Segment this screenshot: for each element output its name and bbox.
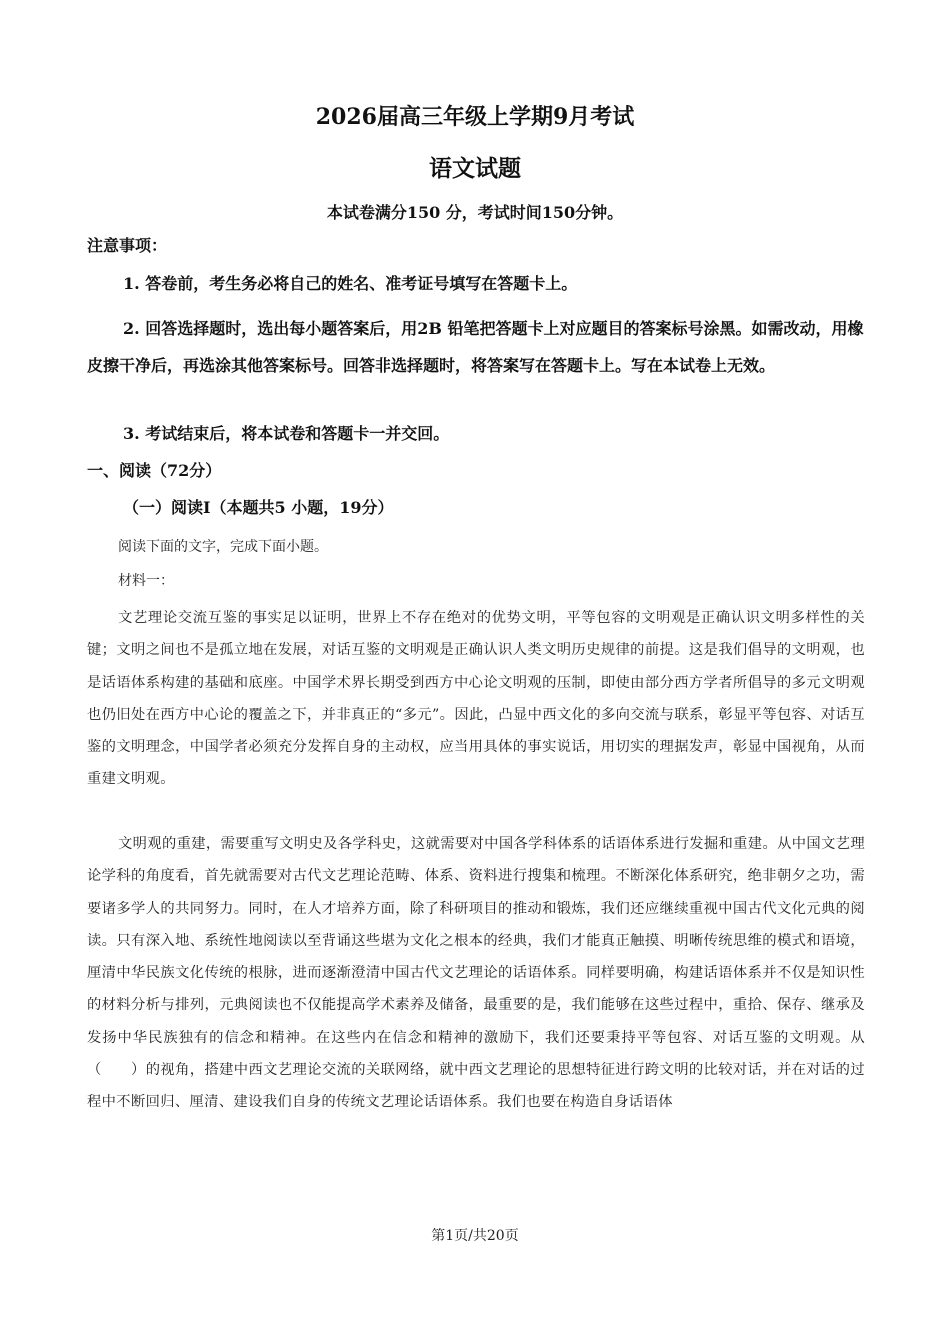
notice-item-3: 3. 考试结束后，将本试卷和答题卡一并交回。 bbox=[123, 424, 450, 443]
passage-paragraph: 文艺理论交流互鉴的事实足以证明，世界上不存在绝对的优势文明，平等包容的文明观是正确认识文明多样性的关键；文明之间也不是孤立地在发展，对话互鉴的文明观是正确认识人类文明历史规律的前提。这是我们倡导的文明观，也是话语体系构建的基础和底座。中国学术界长期受到西方中心论文明观的压制，即使由部分西方学者所倡导的多元文明观也仍旧处在西方中心论的覆盖之下，并非真正的“多元”。因此，凸显中西文化的多向交流与联系，彰显平等包容、对话互鉴的文明理念，中国学者必须充分发挥自身的主动权，应当用具体的事实说话，用切实的理据发声，彰显中国视角，从而重建文明观。 bbox=[87, 610, 865, 788]
page-number: 第1页/共20页 bbox=[431, 1228, 519, 1244]
subsection-heading: （一）阅读Ⅰ（本题共5 小题，19分） bbox=[123, 498, 394, 517]
exam-title: 2026届高三年级上学期9月考试 bbox=[315, 104, 635, 130]
score-time-line: 本试卷满分150 分，考试时间150分钟。 bbox=[326, 203, 624, 222]
notice-item-1: 1. 答卷前，考生务必将自己的姓名、准考证号填写在答题卡上。 bbox=[123, 274, 578, 293]
section-heading: 一、阅读（72分） bbox=[87, 461, 222, 480]
material-label: 材料一： bbox=[118, 573, 174, 589]
notice-item-2: 2. 回答选择题时，选出每小题答案后，用2B 铅笔把答题卡上对应题目的答案标号涂黑。如需改动，用橡皮擦干净后，再选涂其他答案标号。回答非选择题时，将答案写在答题卡上。写在本试卷上无效。 bbox=[87, 319, 864, 375]
notice-heading: 注意事项： bbox=[87, 236, 168, 255]
reading-instruction: 阅读下面的文字，完成下面小题。 bbox=[118, 539, 328, 555]
passage-paragraph: 文明观的重建，需要重写文明史及各学科史，这就需要对中国各学科体系的话语体系进行发掘和重建。从中国文艺理论学科的角度看，首先就需要对古代文艺理论范畴、体系、资料进行搜集和梳理。不断深化体系研究，绝非朝夕之功，需要诸多学人的共同努力。同时，在人才培养方面，除了科研项目的推动和锻炼，我们还应继续重视中国古代文化元典的阅读。只有深入地、系统性地阅读以至背诵这些堪为文化之根本的经典，我们才能真正触摸、明晰传统思维的模式和语境，厘清中华民族文化传统的根脉，进而逐渐澄清中国古代文艺理论的话语体系。同样要明确，构建话语体系并不仅是知识性的材料分析与排列，元典阅读也不仅能提高学术素养及储备，最重要的是，我们能够在这些过程中，重拾、保存、继承及发扬中华民族独有的信念和精神。在这些内在信念和精神的激励下，我们还要秉持平等包容、对话互鉴的文明观。从（ ）的视角，搭建中西文艺理论交流的关联网络，就中西文艺理论的思想特征进行跨文明的比较对话，并在对话的过程中不断回归、厘清、建设我们自身的传统文艺理论话语体系。我们也要在构造自身话语体 bbox=[87, 836, 865, 1111]
subject-title: 语文试题 bbox=[429, 155, 521, 182]
